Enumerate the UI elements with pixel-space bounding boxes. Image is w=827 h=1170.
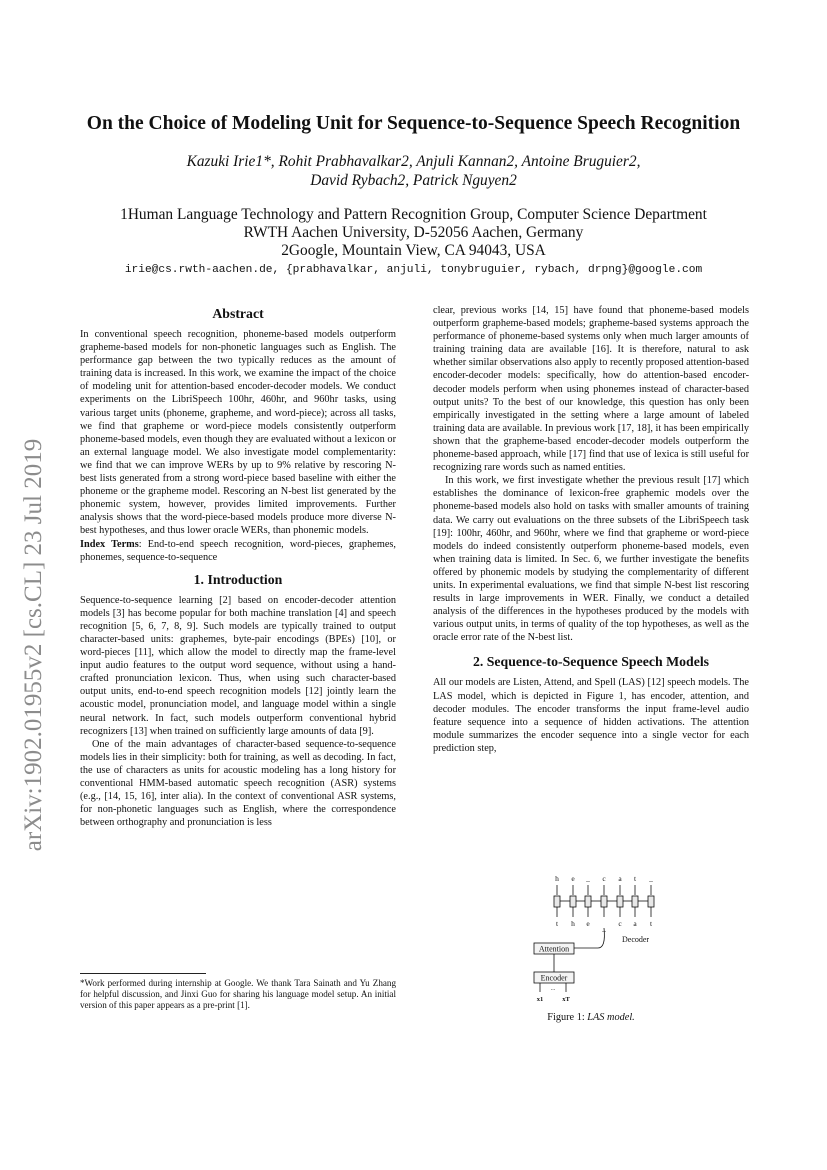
las-model-figure	[528, 868, 668, 1004]
decoder-cell	[648, 896, 654, 907]
input-label-c: c	[618, 919, 622, 928]
email-addresses: irie@cs.rwth-aachen.de, {prabhavalkar, anjuli, tonybruguier, rybach, drpng}@google.com	[124, 264, 703, 276]
decoder-label: Decoder	[622, 935, 650, 944]
footnote-rule	[80, 973, 206, 974]
output-label-c: c	[602, 874, 606, 883]
section-2-paragraph-1: All our models are Listen, Attend, and Spell (LAS) [12] speech models. The LAS model, which is depicted in Figure 1, has encoder, attention, and decoder modules. The encoder transforms the input frame-level audio feature sequence into a sequence of hidden activations. The attention module summarizes the encoder sequence into a single vector for each prediction step,	[433, 677, 749, 754]
index-terms	[80, 538, 396, 564]
output-label-space-1: _	[586, 874, 590, 883]
decoder-cell	[617, 896, 623, 907]
input-label-a: a	[633, 919, 637, 928]
decoder-cell	[585, 896, 591, 907]
output-label-h: h	[555, 874, 559, 883]
left-column	[80, 304, 396, 829]
intro-paragraph-1: Sequence-to-sequence learning [2] based on encoder-decoder attention models [3] has become popular for both machine translation [4] and speech recognition [5, 6, 7, 8, 9]. Such models are typically trained to output character-based units: graphemes, byte-pair encodings (BPEs) [10], or word-pieces [11], which allow the model to directly map the frame-level input audio features to the output word sequence, without using a hand-crafted pronunciation lexicon. Thus, when using such character-based output units, end-to-end speech recognition models [12] jointly learn the acoustic model, pronunciation model, and language model within a single neural network. In fact, such models outperform conventional hybrid recognizers [13] when trained on sufficiently large amounts of data [9].	[80, 594, 396, 737]
introduction-heading: 1. Introduction	[193, 571, 283, 587]
decoder-cell	[554, 896, 560, 907]
figure-caption-prefix: Figure 1:	[547, 1012, 588, 1023]
footnote: *Work performed during internship at Google. We thank Tara Sainath and Yu Zhang for helpful discussion, and Jinxi Guo for sharing his language model setup. An initial version of this paper appears as a pre-print [1].	[80, 978, 396, 1010]
input-ellipsis: ...	[550, 986, 556, 992]
arxiv-side-label	[22, 375, 46, 915]
authors-line-1: Kazuki Irie1*, Rohit Prabhavalkar2, Anjuli Kannan2, Antoine Bruguier2,	[186, 153, 641, 170]
section-2-heading: 2. Sequence-to-Sequence Speech Models	[472, 654, 710, 670]
affiliation-1b: RWTH Aachen University, D-52056 Aachen, Germany	[243, 224, 584, 241]
output-label-space-2: _	[649, 874, 653, 883]
authors-line-2: David Rybach2, Patrick Nguyen2	[310, 172, 517, 189]
decoder-cell	[570, 896, 576, 907]
decoder-cell	[632, 896, 638, 907]
figure-caption	[433, 1012, 749, 1023]
input-label-t: t	[555, 919, 559, 928]
affiliation-1a: 1Human Language Technology and Pattern Recognition Group, Computer Science Department	[120, 206, 707, 223]
decoder-cell	[601, 896, 607, 907]
author-list	[60, 152, 767, 190]
output-label-t: t	[633, 874, 637, 883]
figure-caption-title: LAS model.	[587, 1012, 635, 1023]
affiliation-2: 2Google, Mountain View, CA 94043, USA	[281, 242, 546, 259]
arxiv-id-text: arXiv:1902.01955v2 [cs.CL] 23 Jul 2019	[20, 438, 47, 852]
paper-title: On the Choice of Modeling Unit for Sequence-to-Sequence Speech Recognition	[86, 113, 741, 134]
input-x1: x1	[536, 996, 544, 1003]
intro-paragraph-2: One of the main advantages of character-based sequence-to-sequence models lies in their simplicity: both for training, as well as decoding. In fact, the use of characters as units for acoustic modeling has a long history for conventional HMM-based automatic speech recognition (ASR) systems (e.g., [14, 15, 16], inter alia). In the context of conventional ASR systems, for non-phonetic languages such as English, where the correspondence between orthography and pronunciation is less	[80, 738, 396, 829]
abstract-heading: Abstract	[212, 306, 264, 321]
input-label-e: e	[586, 919, 590, 928]
las-diagram	[528, 868, 668, 1004]
input-label-t2: t	[649, 919, 653, 928]
input-xT: xT	[562, 996, 570, 1003]
affiliations	[60, 206, 767, 260]
output-label-e: e	[571, 874, 575, 883]
attention-label: Attention	[538, 944, 570, 954]
input-label-space: _	[602, 924, 606, 933]
input-label-h: h	[571, 919, 575, 928]
right-column	[433, 304, 749, 755]
encoder-label: Encoder	[540, 973, 568, 983]
index-terms-text: : End-to-end speech recognition, word-pieces, graphemes, phonemes, sequence-to-sequence	[80, 538, 396, 563]
intro-paragraph-4: In this work, we first investigate whether the previous result [17] which establishes the dominance of lexicon-free graphemic models over the phoneme-based models also hold on tasks with smaller amounts of training data. We carry out evaluations on the three subsets of the LibriSpeech task [19]: 100hr, 460hr, and 960hr, where we find that grapheme or word-piece models do indeed consistently outperform phoneme-based models, even when training data is limited. In Sec. 6, we further investigate the benefits offered by phonemic models by studying the complementarity of different units. In experimental evaluations, we find that simple N-best list rescoring results in large improvements in WER. Finally, we conduct a detailed analysis of the differences in the hypotheses produced by the models with various output units, in terms of quality of the top hypotheses, as well as the oracle error rate of the N-best list.	[433, 475, 749, 644]
output-label-a: a	[618, 874, 622, 883]
abstract-body: In conventional speech recognition, phoneme-based models outperform grapheme-based models for non-phonetic languages such as English. The performance gap between the two typically reduces as the amount of training data is increased. In this work, we examine the impact of the choice of modeling unit for attention-based encoder-decoder models. We conduct experiments on the LibriSpeech 100hr, 460hr, and 960hr tasks, using various target units (phoneme, grapheme, and word-piece); across all tasks, we find that grapheme or word-piece models consistently outperform phoneme-based models, even though they are evaluated without a lexicon or an external language model. We also investigate model complementarity: we find that we can improve WERs by up to 9% relative by rescoring N-best lists generated from a strong word-piece based baseline with either the phoneme or the grapheme model. Rescoring an N-best list generated by the phonemic system, however, provides limited improvements. Further analysis shows that the word-piece-based models produce more diverse N-best hypotheses, and thus lower oracle WERs, than phonemic models.	[80, 329, 396, 537]
intro-paragraph-3: clear, previous works [14, 15] have found that phoneme-based models outperform grapheme-based models; grapheme-based systems approach the performance of phoneme-based systems only when much larger amounts of training training data are available [16]. It is therefore, natural to ask whether similar observations also apply to recently proposed attention-based encoder-decoder models: specifically, how do attention-based encoder-decoder models perform when using phonemes instead of character-based output units? To the best of our knowledge, this question has only been empirically investigated in the setting where a large amount of labeled training data are available. In previous work [17, 18], it has been empirically shown that the grapheme-based encoder-decoder models outperform the phoneme-based approach, while [17] find that use of lexica is still useful for recognizing rare words such as named entities.	[433, 305, 749, 474]
index-terms-label: Index Terms	[80, 538, 139, 550]
